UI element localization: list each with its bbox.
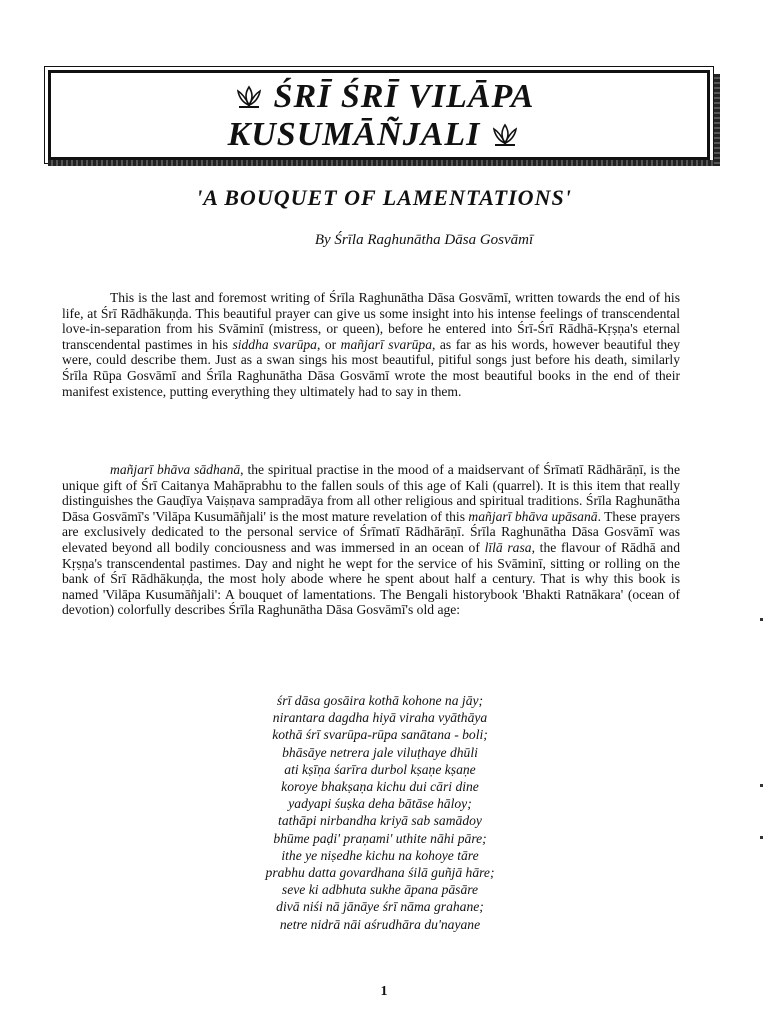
verse-line: divā niśi nā jānāye śrī nāma grahane;: [276, 899, 484, 915]
italic-term: mañjarī svarūpa: [340, 336, 433, 352]
title-line-1: [48, 78, 710, 118]
italic-term: mañjarī bhāva sādhanā: [110, 462, 241, 477]
verse-block: [160, 692, 600, 933]
paragraph-text: , or: [316, 336, 341, 352]
verse-line: nirantara dagdha hiyā viraha vyāthāya: [272, 710, 488, 726]
italic-term: līlā rasa: [484, 539, 532, 555]
page-number: 1: [380, 984, 388, 999]
paragraph-intro: [62, 290, 680, 399]
paragraph-text: , as far as his words, however beautiful they were, could describe them. Just as a swan sings his most beautiful, pitiful songs just before his death, similarly Śrīla Rūpa Gosvāmī and Śrīla Raghunātha Dāsa Gosvāmī wrote the most beautiful books in the end of their manifest existence, putting everything they ultimately had to say in them.: [62, 336, 680, 399]
verse-line: bhūme paḍi' praṇami' uthite nāhi pāre;: [273, 830, 487, 846]
paragraph-manjari-bhava: [62, 462, 680, 618]
margin-mark: [760, 618, 763, 621]
lotus-ornament-icon: [490, 118, 520, 156]
title-box-shadow-right: [714, 74, 720, 166]
paragraph-text: . These prayers are exclusively dedicated to the personal service of Śrīmatī Rādhārāṇī. Śrīla Raghunātha Dāsa Gosvāmī was elevated beyond all bodily conciousness and was immersed in an ocean of: [62, 508, 680, 555]
margin-mark: [760, 784, 763, 787]
verse-line: tathāpi nirbandha kriyā sab samādoy: [278, 813, 482, 829]
paragraph-text: This is the last and foremost writing of Śrīla Raghunātha Dāsa Gosvāmī, written towards the end of his life, at Śrī Rādhākuṇḍa. This beautiful prayer can give us some insight into his intense feelings of transcendental love-in-separation from his Svāminī (mistress, or queen), before he entered into Śrī-Śrī Rādhā-Kṛṣṇa's eternal transcendental pastimes in his: [62, 290, 680, 352]
paragraph-text: , the spiritual practise in the mood of a maidservant of Śrīmatī Rādhārāṇī, is the unique gift of Śrī Caitanya Mahāprabhu to the fallen souls of this age of Kali (quarrel). It is this item that really distinguishes the Gauḍīya Vaiṣṇava sampradāya from all other religious and spiritual traditions. Śrīla Raghunātha Dāsa Gosvāmī's 'Vilāpa Kusumāñjali' is the most mature revelation of this: [62, 462, 681, 524]
verse-line: yadyapi śuṣka deha bātāse hāloy;: [288, 796, 472, 812]
paragraph-text: , the flavour of Rādhā and Kṛṣṇa's transcendental pastimes. Day and night he wept for the service of his Svāminī, sitting or rolling on the bank of Śrī Rādhākuṇḍa, the most holy abode where he spent about half a century. That is why this book is named 'Vilāpa Kusumāñjali': A bouquet of lamentations. The Bengali historybook 'Bhakti Ratnākara' (ocean of devotion) colorfully describes Śrīla Raghunātha Dāsa Gosvāmī's old age:: [62, 539, 681, 618]
byline: By Śrīla Raghunātha Dāsa Gosvāmī: [314, 232, 534, 248]
italic-term: mañjarī bhāva upāsanā: [468, 508, 598, 524]
verse-line: śrī dāsa gosāira kothā kohone na jāy;: [276, 693, 484, 708]
verse-line: prabhu datta govardhana śilā guñjā hāre;: [265, 865, 495, 881]
title-line-2: [48, 116, 710, 156]
verse-line: bhāsāye netrera jale viluṭhaye dhūli: [282, 744, 478, 760]
verse-line: koroye bhakṣaṇa kichu dui cāri dine: [281, 779, 479, 795]
verse-line: ati kṣīṇa śarīra durbol kṣaṇe kṣaṇe: [284, 761, 476, 777]
title-box-shadow: [48, 160, 720, 166]
lotus-ornament-icon: [234, 80, 264, 118]
margin-mark: [760, 836, 763, 839]
subtitle: 'A BOUQUET OF LAMENTATIONS': [196, 185, 572, 210]
verse-line: kothā śrī svarūpa-rūpa sanātana - boli;: [272, 727, 488, 743]
title-text-1: ŚRĪ ŚRĪ VILĀPA: [273, 78, 535, 115]
verse-line: netre nidrā nāi aśrudhāra du'nayane: [279, 916, 481, 932]
italic-term: siddha svarūpa: [232, 336, 317, 352]
verse-line: ithe ye niṣedhe kichu na kohoye tāre: [281, 847, 479, 863]
title-text-2: KUSUMĀÑJALI: [227, 116, 481, 153]
verse-line: seve ki adbhuta sukhe āpana pāsāre: [281, 882, 479, 898]
